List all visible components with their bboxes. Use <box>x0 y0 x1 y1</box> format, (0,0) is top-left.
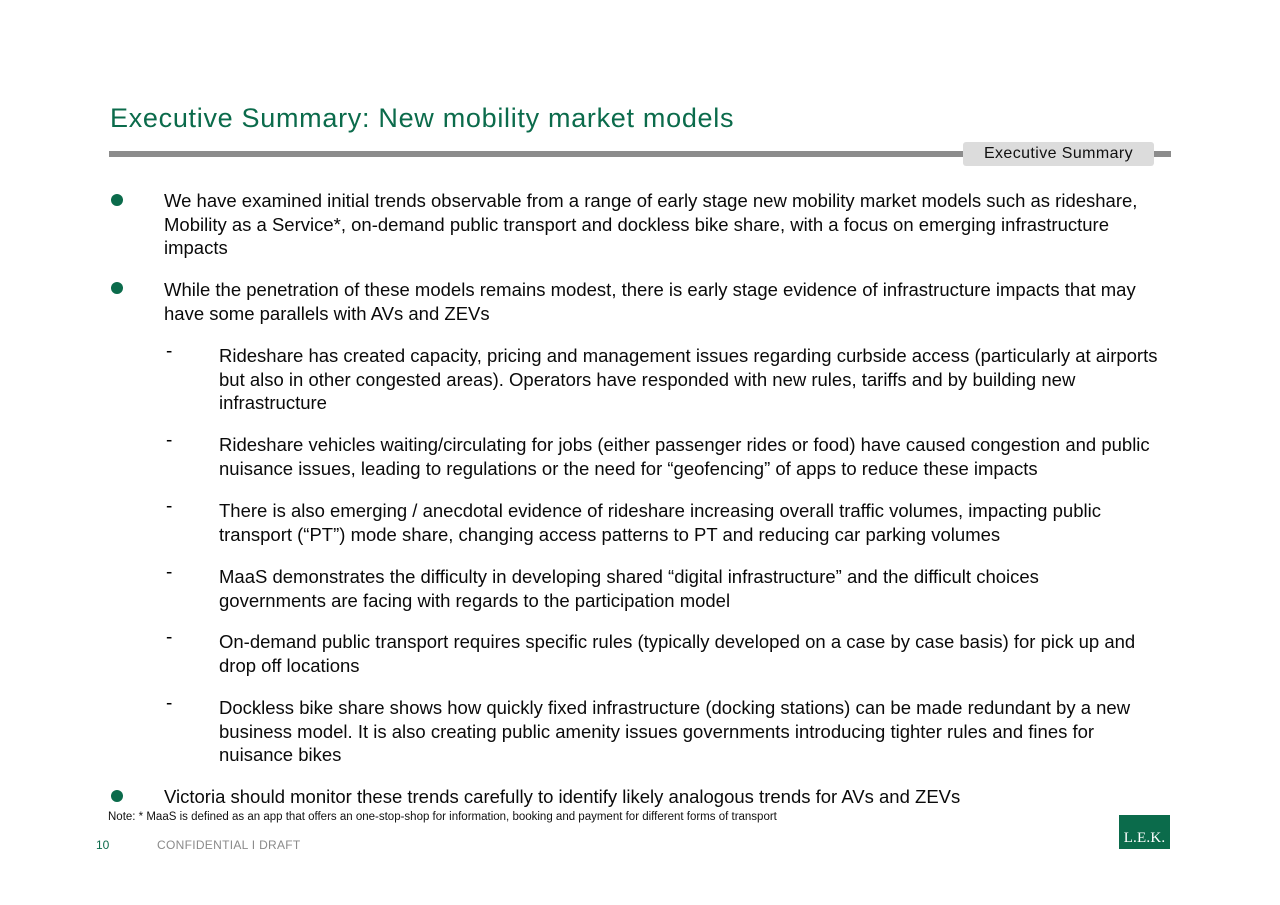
slide-title: Executive Summary: New mobility market models <box>110 103 735 133</box>
bullet-text: Victoria should monitor these trends carefully to identify likely analogous trends for AVs and ZEVs <box>164 786 961 807</box>
dash-marker: - <box>166 562 173 583</box>
page-number: 10 <box>96 838 110 852</box>
footnote: Note: * MaaS is defined as an app that offers an one-stop-shop for information, booking and payment for different forms of transport <box>108 811 777 823</box>
dash-marker: - <box>166 627 173 648</box>
sub-bullet-text: On-demand public transport requires specific rules (typically developed on a case by case basis) for pick up and drop off locations <box>219 631 1136 676</box>
confidentiality-label: CONFIDENTIAL I DRAFT <box>157 838 301 852</box>
lek-logo <box>1119 815 1170 849</box>
sub-bullet-text: Dockless bike share shows how quickly fixed infrastructure (docking stations) can be made redundant by a new business model. It is also creating public amenity issues governments introducing tighter rules and fines for nuisance bikes <box>219 697 1131 765</box>
bullet-text: We have examined initial trends observable from a range of early stage new mobility market models such as rideshare, Mobility as a Service*, on-demand public transport and dockless bike share, with a focus on emerging infrastructure impacts <box>164 190 1138 258</box>
dash-marker: - <box>166 693 173 714</box>
logo-text: L.E.K. <box>1123 830 1166 846</box>
dash-marker: - <box>166 430 173 451</box>
sub-bullet-text: Rideshare vehicles waiting/circulating for jobs (either passenger rides or food) have caused congestion and public nuisance issues, leading to regulations or the need for “geofencing” of apps to reduce these impacts <box>219 434 1150 479</box>
sub-bullet-text: There is also emerging / anecdotal evidence of rideshare increasing overall traffic volumes, impacting public transport (“PT”) mode share, changing access patterns to PT and reducing car parking volumes <box>219 500 1101 545</box>
sub-bullet-text: MaaS demonstrates the difficulty in developing shared “digital infrastructure” and the difficult choices governments are facing with regards to the participation model <box>219 566 1039 611</box>
sub-bullet-text: Rideshare has created capacity, pricing and management issues regarding curbside access (particularly at airports but also in other congested areas). Operators have responded with new rules, tariffs and by building new infrastructure <box>219 345 1158 413</box>
bullet-dot <box>111 790 123 802</box>
bullet-dot <box>111 282 123 294</box>
dash-marker: - <box>166 496 173 517</box>
bullet-text: While the penetration of these models remains modest, there is early stage evidence of infrastructure impacts that may have some parallels with AVs and ZEVs <box>164 279 1136 324</box>
dash-marker: - <box>166 341 173 362</box>
section-tag: Executive Summary <box>963 142 1154 166</box>
bullet-dot <box>111 194 123 206</box>
